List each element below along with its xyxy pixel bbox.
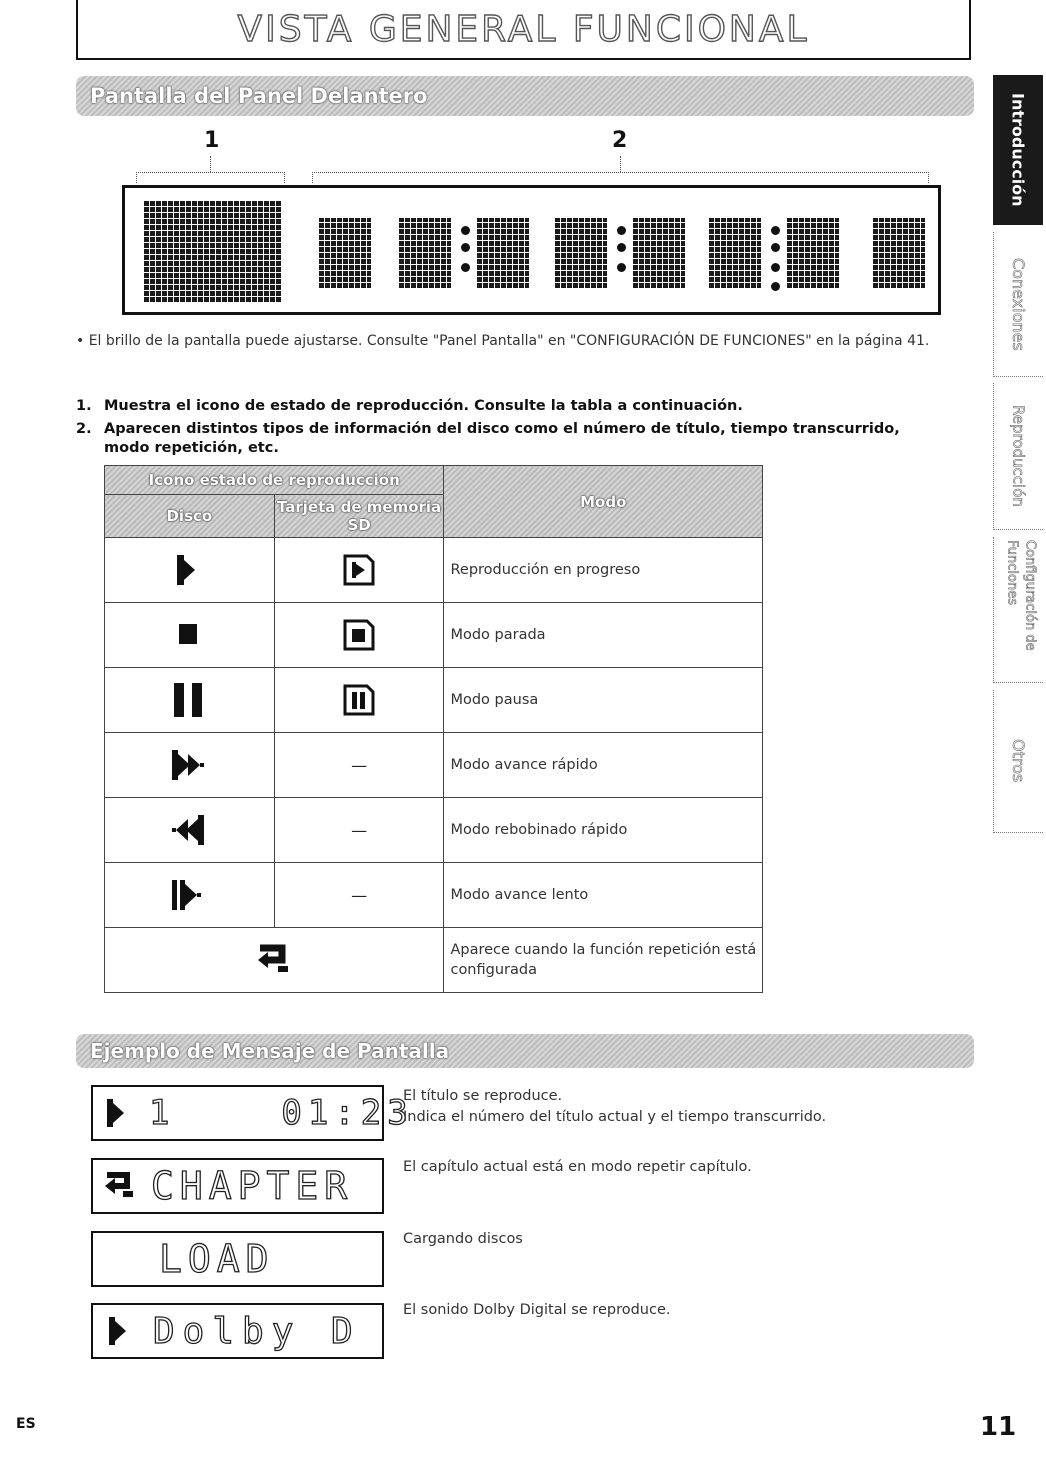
table-row [105, 733, 763, 798]
page-number: 11 [980, 1412, 1017, 1442]
repeat-icon [256, 946, 292, 974]
colon-dot [771, 263, 780, 272]
desc-line: Indica el número del título actual y el tiempo transcurrido. [403, 1109, 827, 1125]
side-tab-label: Configuración de Funciones [1004, 539, 1038, 651]
desc-line: El sonido Dolby Digital se reproduce. [403, 1302, 671, 1318]
page-title [76, 0, 971, 60]
footer-language: ES [16, 1416, 36, 1432]
sd-dash: — [274, 733, 444, 798]
mode-text: Modo avance lento [444, 863, 763, 928]
mode-text: Reproducción en progreso [444, 538, 763, 603]
colon-dot [461, 263, 470, 272]
section-heading-message-examples [76, 1034, 974, 1068]
table-row [105, 603, 763, 668]
callout-line-2 [620, 156, 621, 172]
sd-pause-icon [343, 684, 375, 716]
front-panel-display [122, 185, 941, 315]
side-tab-label: Conexiones [1009, 257, 1028, 351]
table-header-disc: Disco [105, 495, 275, 538]
item-text: Muestra el icono de estado de reproducción. Consulte la tabla a continuación. [104, 398, 743, 414]
side-tab-otros[interactable] [993, 690, 1043, 833]
colon-dot [617, 243, 626, 252]
lcd-text: 1 01:23 [149, 1093, 414, 1133]
sd-stop-icon [343, 619, 375, 651]
message-description-2 [403, 1157, 752, 1178]
side-tab-conexiones[interactable] [993, 232, 1043, 377]
sd-dash: — [274, 798, 444, 863]
mode-text: Aparece cuando la función repetición está configurada [444, 928, 763, 993]
lcd-text: CHAPTER [151, 1164, 354, 1208]
item-text: Aparecen distintos tipos de información del disco como el número de título, tiempo transcurrido, modo repetición, etc. [104, 421, 900, 456]
side-tab-introduccion[interactable] [993, 75, 1043, 225]
side-tab-label: Otros [1009, 739, 1028, 783]
digit-6 [709, 218, 761, 288]
stop-icon [179, 624, 199, 646]
colon-dot [771, 243, 780, 252]
colon-dot [461, 226, 470, 235]
table-row [105, 798, 763, 863]
callout-line-1 [210, 156, 211, 172]
lcd-message-4 [91, 1303, 384, 1359]
message-description-1 [403, 1086, 826, 1128]
section-heading-text: Ejemplo de Mensaje de Pantalla [90, 1039, 450, 1063]
play-icon [109, 1317, 131, 1345]
table-row [105, 928, 763, 993]
digit-8 [873, 218, 925, 288]
numbered-item-2 [76, 420, 946, 458]
item-number: 1. [76, 398, 92, 414]
play-icon [177, 555, 201, 585]
colon-dot [461, 243, 470, 252]
table-row [105, 668, 763, 733]
side-tab-label: Reproducción [1009, 405, 1028, 507]
side-tab-label: Introducción [1008, 93, 1028, 207]
sd-dash: — [274, 863, 444, 928]
table-header-sd: Tarjeta de memoria SD [274, 495, 444, 538]
colon-dot [771, 282, 780, 291]
lcd-text: Dolby D [153, 1310, 361, 1352]
desc-line: El capítulo actual está en modo repetir capítulo. [403, 1159, 752, 1175]
pause-icon [174, 683, 204, 717]
desc-line: El título se reproduce. [403, 1088, 563, 1104]
mode-text: Modo avance rápido [444, 733, 763, 798]
desc-line: Cargando discos [403, 1231, 523, 1247]
sd-play-icon [343, 554, 375, 586]
callout-2: 2 [612, 128, 628, 153]
colon-dot [617, 226, 626, 235]
page-title-text: VISTA GENERAL FUNCIONAL [237, 8, 810, 50]
digit-1 [319, 218, 371, 288]
brightness-note: • El brillo de la pantalla puede ajustarse. Consulte "Panel Pantalla" en "CONFIGURACIÓN DE FUNCIONES" en la página 41. [76, 333, 930, 349]
status-icon-matrix [144, 200, 281, 302]
digit-3 [477, 218, 529, 288]
fast-forward-icon [172, 750, 206, 780]
callout-1: 1 [204, 128, 220, 153]
playback-status-table [104, 465, 763, 993]
side-tab-configuracion[interactable] [993, 537, 1043, 683]
lcd-message-3 [91, 1231, 384, 1287]
message-description-3 [403, 1229, 523, 1250]
callout-bracket-1 [136, 172, 285, 183]
section-heading-front-panel [76, 76, 974, 116]
section-heading-text: Pantalla del Panel Delantero [90, 84, 428, 108]
lcd-text: LOAD [159, 1237, 275, 1281]
lcd-message-1 [91, 1085, 414, 1141]
mode-text: Modo parada [444, 603, 763, 668]
slow-forward-icon [172, 880, 206, 910]
repeat-icon [103, 1173, 137, 1199]
digit-2 [399, 218, 451, 288]
mode-text: Modo rebobinado rápido [444, 798, 763, 863]
play-icon [107, 1099, 129, 1127]
lcd-message-2 [91, 1158, 384, 1214]
table-row [105, 863, 763, 928]
digit-7 [787, 218, 839, 288]
colon-dot [617, 263, 626, 272]
callout-bracket-2 [312, 172, 929, 183]
table-row [105, 538, 763, 603]
table-header-mode: Modo [444, 466, 763, 538]
colon-dot [771, 226, 780, 235]
fast-reverse-icon [172, 815, 206, 845]
numbered-item-1 [76, 397, 946, 416]
mode-text: Modo pausa [444, 668, 763, 733]
side-tab-reproduccion[interactable] [993, 383, 1043, 530]
message-description-4 [403, 1300, 671, 1321]
digit-4 [555, 218, 607, 288]
digit-5 [633, 218, 685, 288]
item-number: 2. [76, 421, 92, 437]
table-group-header: Icono estado de reproducción [105, 466, 444, 495]
